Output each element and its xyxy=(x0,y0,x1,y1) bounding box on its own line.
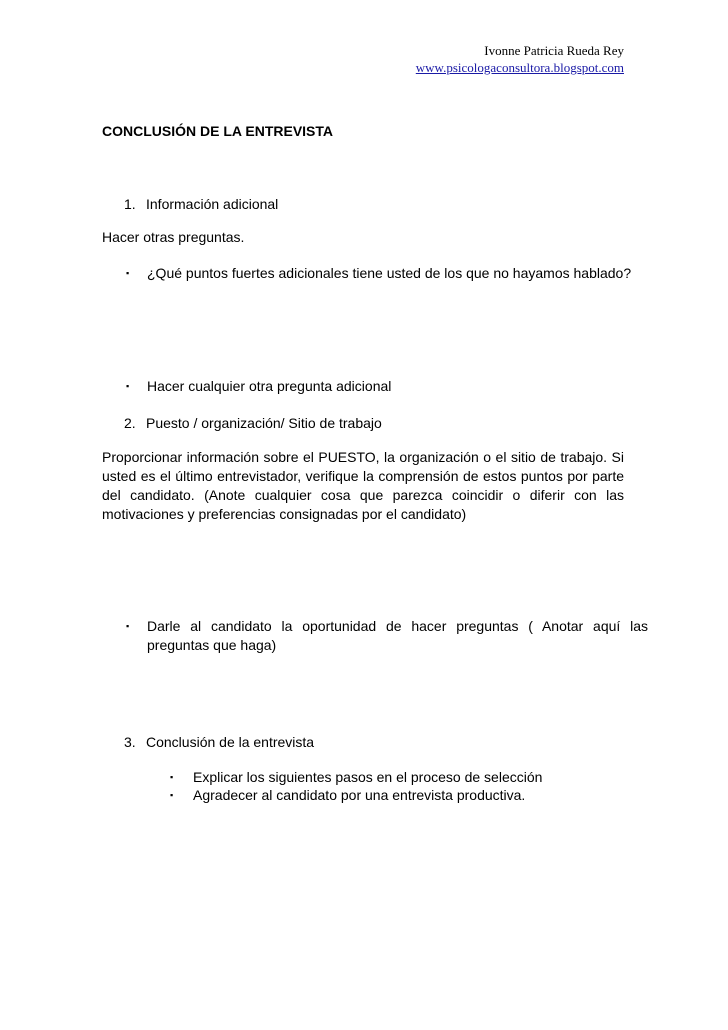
list-item-text: Darle al candidato la oportunidad de hacer preguntas ( Anotar aquí las preguntas que haga) xyxy=(147,618,648,653)
list-item xyxy=(102,264,648,283)
section-3-label: Conclusión de la entrevista xyxy=(146,734,315,750)
list-item-text: Explicar los siguientes pasos en el proceso de selección xyxy=(193,769,543,785)
bullet-icon: ▪ xyxy=(126,268,130,278)
section-3-heading xyxy=(102,733,646,752)
section-3-number: 3. xyxy=(124,734,136,750)
document-title: CONCLUSIÓN DE LA ENTREVISTA xyxy=(102,123,334,139)
section-2-label: Puesto / organización/ Sitio de trabajo xyxy=(146,415,382,431)
section-2-heading xyxy=(102,414,646,433)
list-item-text: ¿Qué puntos fuertes adicionales tiene usted de los que no hayamos hablado? xyxy=(147,265,632,281)
bullet-icon: ▪ xyxy=(126,381,130,391)
bullet-icon: ▪ xyxy=(126,621,130,631)
intro-text: Hacer otras preguntas. xyxy=(102,229,245,245)
author-name: Ivonne Patricia Rueda Rey xyxy=(484,43,624,58)
section-1-label: Información adicional xyxy=(146,196,279,212)
list-item xyxy=(102,768,692,787)
page-header xyxy=(416,42,624,76)
website-link[interactable]: www.psicologaconsultora.blogspot.com xyxy=(415,60,624,75)
section-1-number: 1. xyxy=(124,196,136,212)
list-item xyxy=(102,786,692,805)
section-1-heading xyxy=(102,195,646,214)
bullet-icon: ▪ xyxy=(170,790,174,800)
bullet-icon: ▪ xyxy=(170,772,174,782)
section-2-paragraph: Proporcionar información sobre el PUESTO, la organización o el sitio de trabajo. Si usted es el último entrevistador, verifique la comprensión de estos puntos por parte del candidato. (Anote cualquier cosa que parezca coincidir o diferir con las motivaciones y preferencias consignadas por el candidato) xyxy=(102,449,624,522)
list-item-text: Agradecer al candidato por una entrevista productiva. xyxy=(193,787,526,803)
section-2-number: 2. xyxy=(124,415,136,431)
list-item-text: Hacer cualquier otra pregunta adicional xyxy=(147,378,392,394)
list-item xyxy=(102,377,648,396)
list-item xyxy=(102,617,648,655)
